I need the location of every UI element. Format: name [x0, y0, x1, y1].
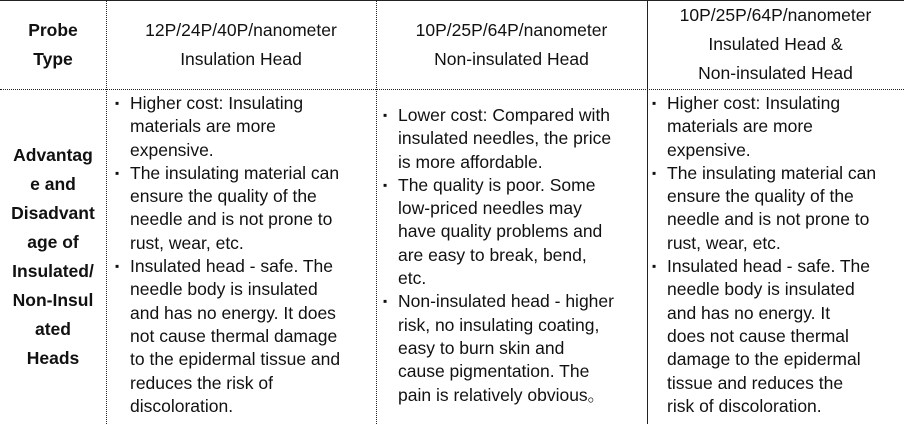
header-line: 10P/25P/64P/nanometer	[415, 19, 608, 40]
list-item	[381, 104, 645, 174]
item-line: etc.	[398, 268, 427, 289]
item-line: discoloration.	[130, 395, 234, 416]
bullet-icon: ▪	[383, 177, 388, 192]
bullet-icon: ▪	[115, 259, 120, 274]
col1-cell	[113, 92, 375, 418]
item-line: pain is relatively obvious。	[398, 384, 606, 405]
header-both-heads	[647, 0, 904, 89]
item-line: materials are more	[667, 116, 813, 137]
item-line: Non-insulated head - higher	[398, 291, 614, 312]
item-line: expensive.	[130, 139, 214, 160]
row-label-line: e and	[30, 173, 76, 194]
header-probe-type-line: Probe	[28, 19, 78, 40]
item-line: to the epidermal tissue and	[130, 349, 341, 370]
item-line: needle body is insulated	[667, 279, 855, 300]
header-line: Insulation Head	[180, 48, 302, 69]
item-line: Insulated head - safe. The	[130, 256, 334, 277]
header-divider	[0, 89, 904, 90]
item-line: and has no energy. It	[667, 302, 831, 323]
list-item	[381, 290, 645, 406]
item-line: needle and is not prone to	[130, 209, 333, 230]
col2-cell	[381, 104, 645, 407]
item-line: The insulating material can	[667, 162, 877, 183]
bullet-icon: ▪	[383, 294, 388, 309]
item-line: have quality problems and	[398, 221, 603, 242]
item-line: rust, wear, etc.	[667, 232, 781, 253]
item-line: Higher cost: Insulating	[667, 93, 841, 113]
list-item	[650, 162, 902, 255]
item-line: low-priced needles may	[398, 198, 582, 219]
bullet-icon: ▪	[652, 259, 657, 274]
header-line: Non-insulated Head	[698, 63, 853, 83]
item-line: reduces the risk of	[130, 372, 273, 393]
row-label-line: Non-Insul	[12, 289, 94, 310]
item-line: does not cause thermal	[667, 325, 849, 346]
list-item	[113, 162, 375, 255]
list-item	[650, 255, 902, 418]
col2-list	[381, 104, 645, 407]
item-line: ensure the quality of the	[667, 186, 854, 207]
item-line: Higher cost: Insulating	[130, 93, 304, 113]
header-line: Non-insulated Head	[434, 48, 589, 69]
bullet-icon: ▪	[115, 96, 120, 110]
item-line: easy to burn skin and	[398, 337, 565, 358]
header-insulation-head	[106, 0, 376, 89]
col3-cell	[650, 92, 902, 418]
header-non-insulated-head	[376, 0, 647, 89]
item-line: Insulated head - safe. The	[667, 256, 871, 277]
item-line: damage to the epidermal	[667, 349, 861, 370]
item-line: ensure the quality of the	[130, 186, 317, 207]
row-label-advantages	[0, 89, 106, 424]
bullet-icon: ▪	[115, 165, 120, 180]
item-line: insulated needles, the price	[398, 128, 612, 149]
header-line: 10P/25P/64P/nanometer	[679, 5, 872, 25]
item-line: The insulating material can	[130, 162, 340, 183]
row-label-line: Disadvant	[11, 202, 95, 223]
list-item	[650, 92, 902, 162]
item-line: expensive.	[667, 139, 751, 160]
item-line: materials are more	[130, 116, 276, 137]
item-line: tissue and reduces the	[667, 372, 844, 393]
item-line: is more affordable.	[398, 151, 543, 172]
item-line: cause pigmentation. The	[398, 361, 590, 382]
list-item	[113, 92, 375, 162]
row-label-line: Heads	[26, 347, 80, 368]
header-line: 12P/24P/40P/nanometer	[145, 19, 337, 40]
row-label-line: age of	[27, 231, 79, 252]
item-line: needle body is insulated	[130, 279, 318, 300]
header-probe-type-line: Type	[33, 48, 73, 69]
item-line: needle and is not prone to	[667, 209, 870, 230]
item-line: Lower cost: Compared with	[398, 105, 611, 125]
header-probe-type	[0, 0, 106, 89]
item-line: risk of discoloration.	[667, 395, 822, 416]
item-line: and has no energy. It does	[130, 302, 336, 323]
row-label-line: ated	[35, 318, 71, 339]
item-line: risk, no insulating coating,	[398, 314, 600, 335]
list-item	[381, 174, 645, 290]
row-label-line: Insulated/	[12, 260, 94, 281]
item-line: are easy to break, bend,	[398, 244, 587, 265]
bullet-icon: ▪	[652, 96, 657, 110]
item-line: not cause thermal damage	[130, 325, 338, 346]
bullet-icon: ▪	[652, 165, 657, 180]
row-label-line: Advantag	[13, 144, 93, 165]
list-item	[113, 255, 375, 418]
col3-list	[650, 92, 902, 418]
item-line: The quality is poor. Some	[398, 174, 596, 195]
bullet-icon: ▪	[383, 108, 388, 122]
col1-list	[113, 92, 375, 418]
item-line: rust, wear, etc.	[130, 232, 244, 253]
header-line: Insulated Head &	[708, 34, 843, 54]
